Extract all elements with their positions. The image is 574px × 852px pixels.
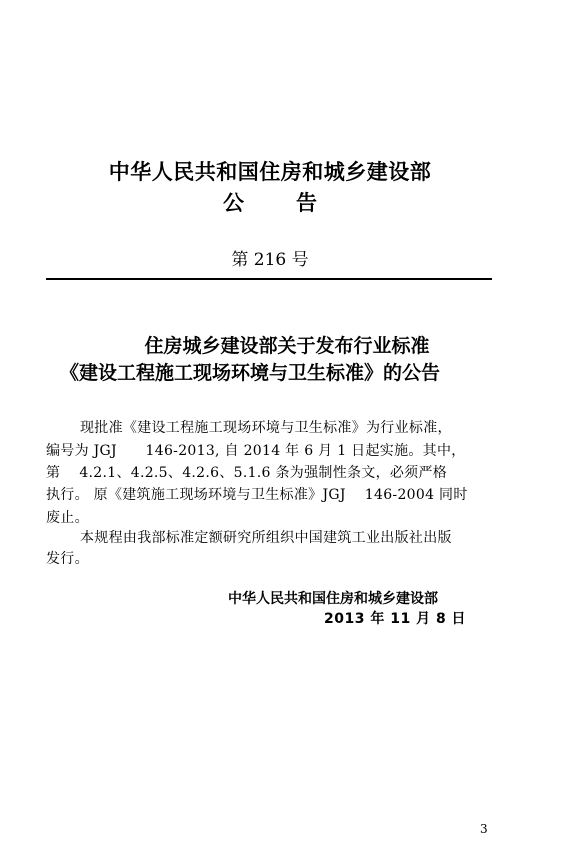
announcement-title-line-2: 《建设工程施工现场环境与卫生标准》的公告 [60, 362, 441, 384]
issuer-name: 中华人民共和国住房和城乡建设部 [108, 160, 432, 184]
document-type-char-1: 公 [223, 191, 244, 215]
document-number: 第 216 号 [231, 250, 309, 270]
header-divider [46, 278, 492, 280]
signature-organization: 中华人民共和国住房和城乡建设部 [228, 591, 438, 607]
document-type [0, 187, 540, 217]
body-line: 现批准《建设工程施工现场环境与卫生标准》为行业标准， [80, 420, 452, 436]
body-line: 执行。 原《建筑施工现场环境与卫生标准》JGJ 146-2004 同时 [46, 487, 468, 503]
signature-date: 2013 年 11 月 8 日 [324, 611, 467, 627]
body-line: 第 4.2.1、4.2.5、4.2.6、5.1.6 条为强制性条文，必须严格 [46, 465, 448, 481]
document-type-char-2: 告 [296, 191, 317, 215]
announcement-title-line-1: 住房城乡建设部关于发布行业标准 [144, 335, 430, 357]
body-line: 废止。 [46, 510, 89, 526]
page-number: 3 [480, 822, 488, 836]
body-line: 编号为 JGJ 146-2013, 自 2014 年 6 月 1 日起实施。其中， [46, 443, 466, 459]
body-line: 发行。 [46, 551, 89, 567]
body-line: 本规程由我部标准定额研究所组织中国建筑工业出版社出版 [80, 530, 452, 546]
